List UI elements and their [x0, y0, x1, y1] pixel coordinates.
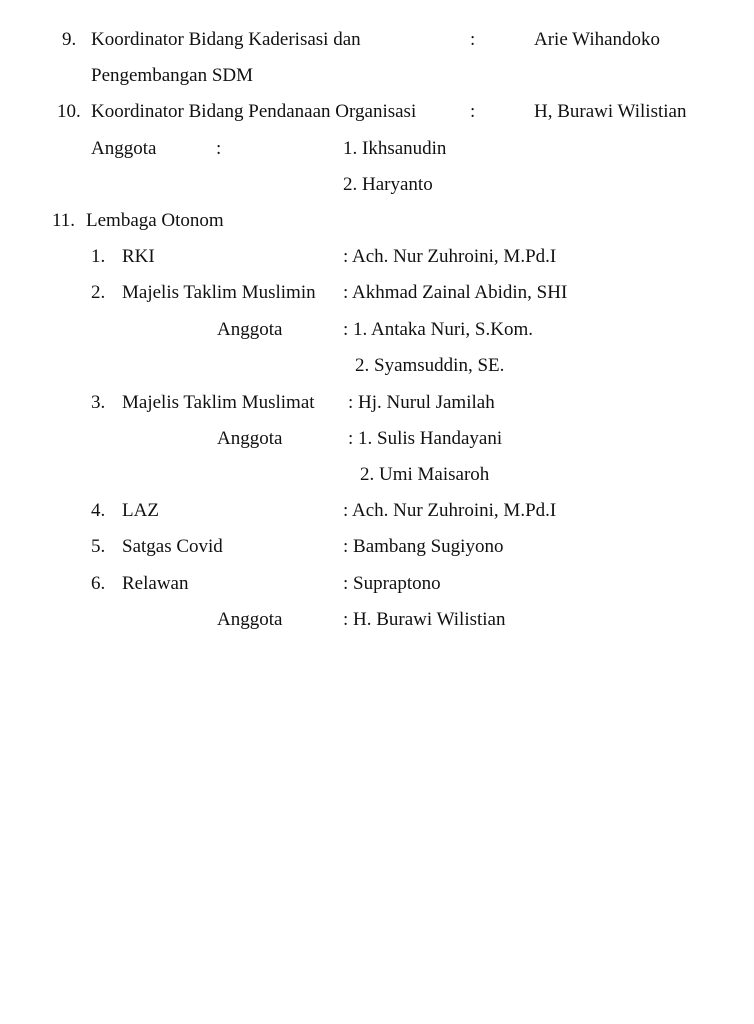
item-10-member-2: 2. Haryanto: [343, 174, 433, 195]
item-10-member-1: 1. Ikhsanudin: [343, 138, 447, 159]
sub-item-2-member-2: 2. Syamsuddin, SE.: [355, 355, 505, 376]
sub-item-5-number: 5.: [91, 536, 106, 557]
item-10-colon: :: [470, 101, 476, 122]
item-9-number: 9.: [62, 29, 77, 50]
item-9-colon: :: [470, 29, 476, 50]
item-9-value: Arie Wihandoko: [534, 29, 661, 50]
sub-item-3-number: 3.: [91, 392, 106, 413]
item-11-title: Lembaga Otonom: [86, 210, 224, 231]
sub-item-6-label: Relawan: [122, 573, 189, 594]
sub-item-4-value: : Ach. Nur Zuhroini, M.Pd.I: [343, 500, 557, 521]
item-10-title: Koordinator Bidang Pendanaan Organisasi: [91, 101, 417, 122]
item-10-anggota-label: Anggota: [91, 138, 157, 159]
sub-item-1-value: : Ach. Nur Zuhroini, M.Pd.I: [343, 246, 557, 267]
sub-item-5-label: Satgas Covid: [122, 536, 223, 557]
sub-item-2-member-1: : 1. Antaka Nuri, S.Kom.: [343, 319, 533, 340]
item-11-number: 11.: [52, 210, 76, 231]
item-10-value: H, Burawi Wilistian: [534, 101, 687, 122]
item-9-title-line1: Koordinator Bidang Kaderisasi dan: [91, 29, 361, 50]
sub-item-1-label: RKI: [122, 246, 155, 267]
sub-item-3-member-2: 2. Umi Maisaroh: [360, 464, 490, 485]
sub-item-1-number: 1.: [91, 246, 106, 267]
sub-item-6-anggota-label: Anggota: [217, 609, 283, 630]
sub-item-6-value: : Supraptono: [343, 573, 441, 594]
sub-item-4-label: LAZ: [122, 500, 159, 521]
sub-item-3-label: Majelis Taklim Muslimat: [122, 392, 315, 413]
sub-item-3-member-1: : 1. Sulis Handayani: [348, 428, 503, 449]
sub-item-6-member-1: : H. Burawi Wilistian: [343, 609, 506, 630]
sub-item-2-label: Majelis Taklim Muslimin: [122, 282, 316, 303]
item-10-anggota-colon: :: [216, 138, 222, 159]
item-10-number: 10.: [57, 101, 81, 122]
item-9-title-line2: Pengembangan SDM: [91, 65, 254, 86]
sub-item-2-number: 2.: [91, 282, 106, 303]
sub-item-3-anggota-label: Anggota: [217, 428, 283, 449]
sub-item-3-value: : Hj. Nurul Jamilah: [348, 392, 495, 413]
sub-item-5-value: : Bambang Sugiyono: [343, 536, 504, 557]
sub-item-4-number: 4.: [91, 500, 106, 521]
sub-item-2-value: : Akhmad Zainal Abidin, SHI: [343, 282, 568, 303]
sub-item-2-anggota-label: Anggota: [217, 319, 283, 340]
sub-item-6-number: 6.: [91, 573, 106, 594]
